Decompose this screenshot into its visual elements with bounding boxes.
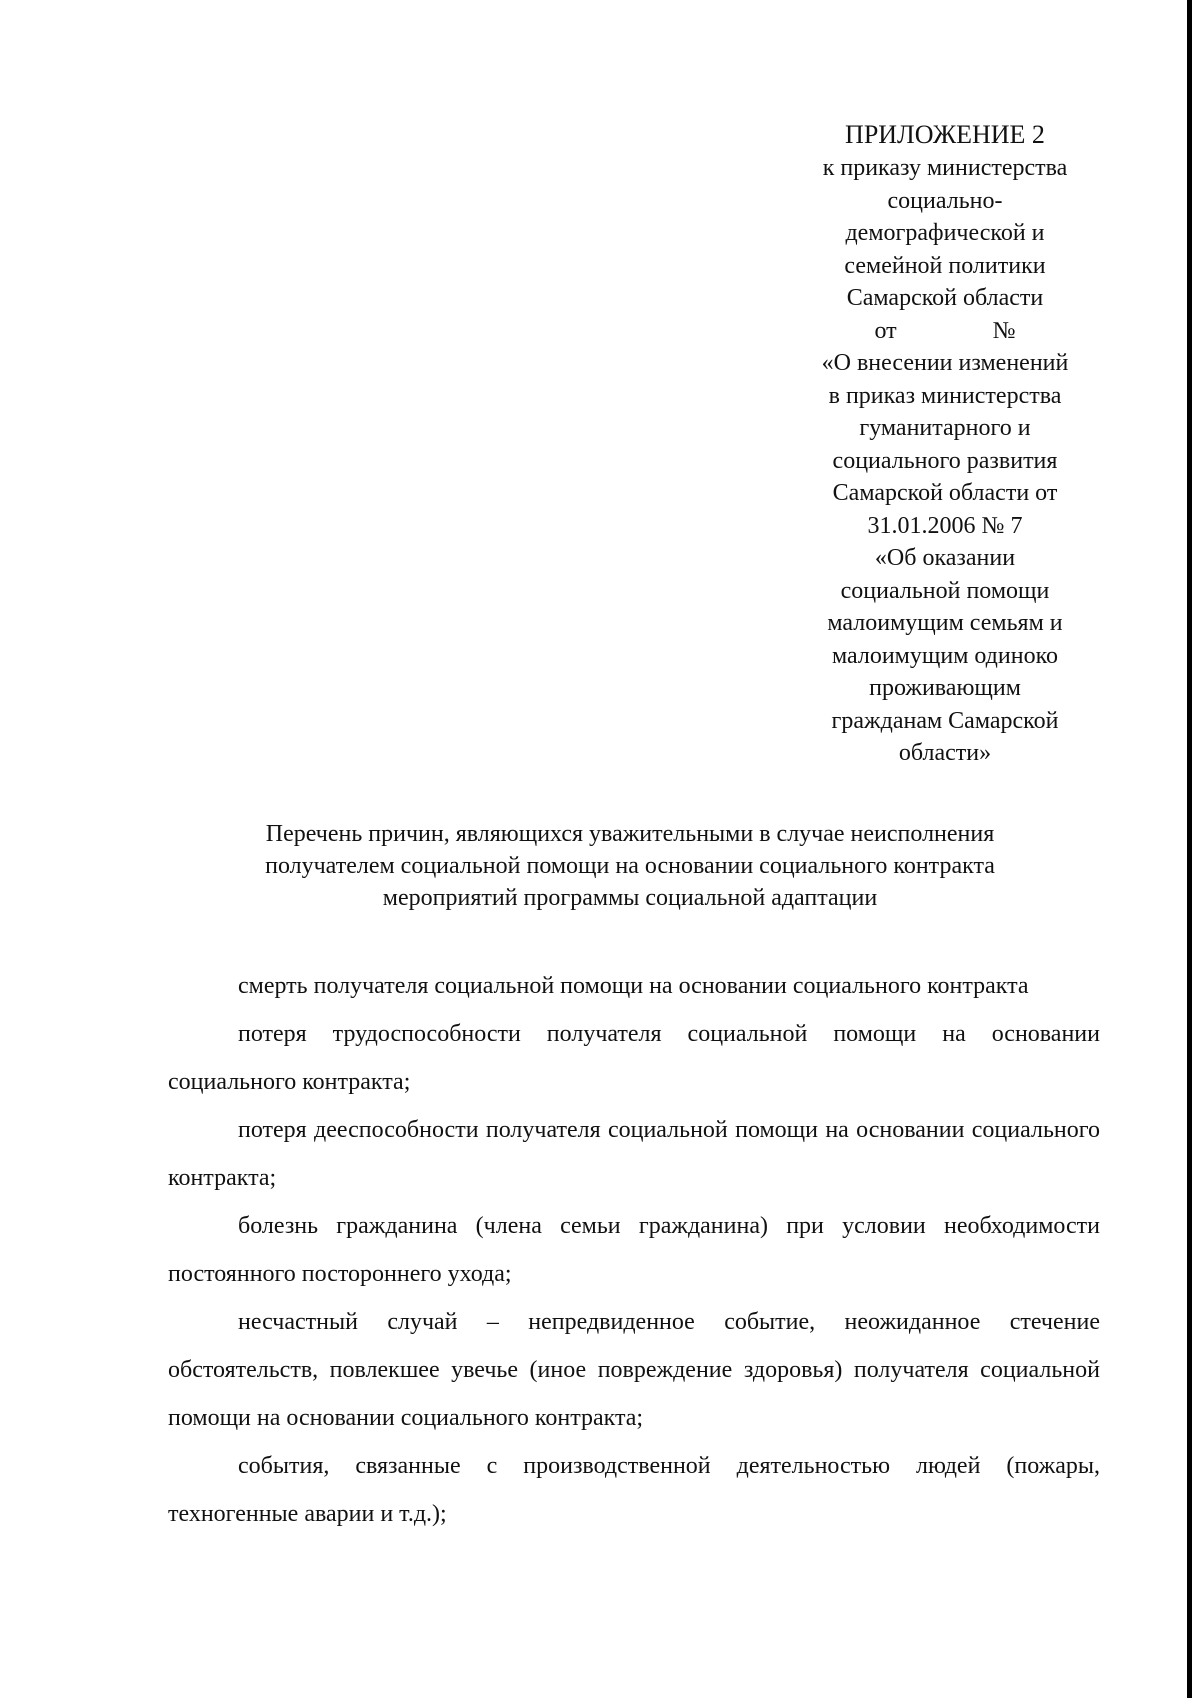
- appendix-line: к приказу министерства: [822, 155, 1068, 181]
- document-title: [140, 818, 1120, 914]
- document-title-line: мероприятий программы социальной адаптации: [382, 885, 878, 911]
- appendix-line: в приказ министерства: [828, 382, 1062, 409]
- appendix-line: семейной политики: [844, 252, 1046, 279]
- document-title-line: получателем социальной помощи на основании социального контракта: [265, 853, 995, 879]
- appendix-line: социальной помощи: [840, 577, 1050, 604]
- reason-item-illness: болезнь гражданина (члена семьи гражданина) при условии необходимости постоянного постороннего ухода;: [168, 1213, 1100, 1287]
- scan-border-line: [1187, 0, 1192, 1698]
- appendix-line: проживающим: [869, 675, 1021, 701]
- appendix-line: социально-: [887, 187, 1003, 214]
- appendix-line: демографической и: [845, 220, 1045, 246]
- document-title-line: Перечень причин, являющихся уважительными в случае неисполнения: [265, 821, 995, 847]
- appendix-date-number-line: от №: [874, 317, 1016, 344]
- appendix-header: [780, 118, 1110, 770]
- appendix-line: Самарской области от: [832, 480, 1058, 506]
- appendix-line: области»: [898, 740, 992, 766]
- appendix-line: «Об оказании: [874, 545, 1016, 571]
- appendix-line: малоимущим семьям и: [827, 610, 1063, 636]
- reason-item-legal-incapacity: потеря дееспособности получателя социальной помощи на основании социального контракта;: [168, 1117, 1100, 1191]
- appendix-line: малоимущим одиноко: [831, 642, 1059, 669]
- reason-item-accident: несчастный случай – непредвиденное событие, неожиданное стечение обстоятельств, повлекшее увечье (иное повреждение здоровья) получателя социальной помощи на основании социального контракта;: [168, 1309, 1100, 1431]
- appendix-title: ПРИЛОЖЕНИЕ 2: [845, 120, 1045, 149]
- reasons-list: [168, 962, 1100, 1538]
- appendix-line: гражданам Самарской: [831, 707, 1059, 734]
- appendix-line: социального развития: [832, 447, 1058, 474]
- appendix-line: «О внесении изменений: [821, 350, 1069, 376]
- reason-item-industrial-events: события, связанные с производственной деятельностью людей (пожары, техногенные аварии и т.д.);: [168, 1453, 1100, 1527]
- appendix-line: 31.01.2006 № 7: [867, 512, 1023, 539]
- appendix-line: гуманитарного и: [859, 415, 1031, 441]
- appendix-line: Самарской области: [846, 285, 1044, 311]
- reason-item-death: смерть получателя социальной помощи на основании социального контракта: [238, 973, 1029, 999]
- reason-item-work-incapacity: потеря трудоспособности получателя социальной помощи на основании социального контракта;: [168, 1021, 1100, 1095]
